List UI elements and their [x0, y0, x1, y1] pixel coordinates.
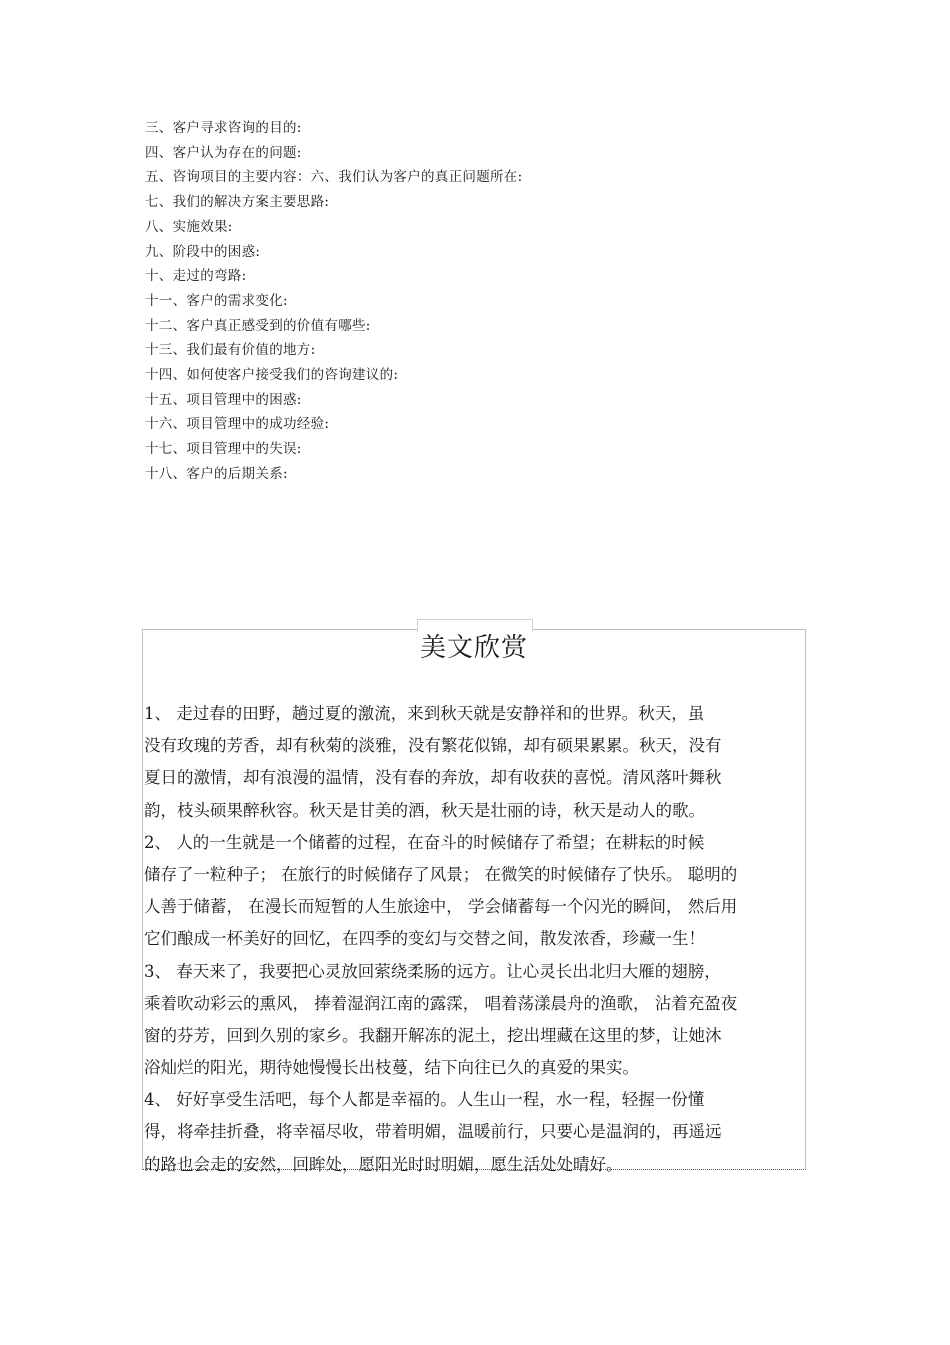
essay-line: 韵，枝头硕果醉秋容。秋天是甘美的酒，秋天是壮丽的诗，秋天是动人的歌。 [144, 800, 705, 820]
outline-item: 八、实施效果: [145, 218, 233, 235]
outline-item: 十五、项目管理中的困惑: [145, 391, 302, 408]
essay-line: 窗的芬芳，回到久别的家乡。我翻开解冻的泥土，挖出埋藏在这里的梦，让她沐 [144, 1025, 722, 1045]
essay-line: 人善于储蓄， 在漫长而短暂的人生旅途中， 学会储蓄每一个闪光的瞬间， 然后用 [144, 897, 738, 917]
essay-body [144, 698, 808, 1181]
outline-item: 五、咨询项目的主要内容：六、我们认为客户的真正问题所在: [145, 169, 523, 186]
essay-line: 1、 走过春的田野，趟过夏的激流，来到秋天就是安静祥和的世界。秋天，虽 [144, 704, 705, 723]
essay-line: 的路也会走的安然，回眸处，愿阳光时时明媚，愿生活处处晴好。 [144, 1154, 623, 1174]
outline-item: 十三、我们最有价值的地方: [145, 342, 316, 359]
essay-line: 没有玫瑰的芳香，却有秋菊的淡雅，没有繁花似锦，却有硕果累累。秋天，没有 [144, 736, 722, 756]
essay-line: 乘着吹动彩云的熏风， 捧着湿润江南的露霂， 唱着荡漾晨舟的渔歌， 沾着充盈夜 [144, 993, 738, 1013]
outline-item: 七、我们的解决方案主要思路: [145, 194, 330, 211]
essay-line: 得，将牵挂折叠，将幸福尽收，带着明媚，温暖前行，只要心是温润的，再遥远 [144, 1122, 722, 1142]
outline-item: 十一、客户的需求变化: [145, 292, 288, 309]
essay-line: 4、 好好享受生活吧，每个人都是幸福的。人生山一程，水一程，轻握一份懂 [144, 1090, 705, 1110]
outline-item: 十七、项目管理中的失误: [145, 441, 302, 458]
essay-line: 储存了一粒种子； 在旅行的时候储存了风景； 在微笑的时候储存了快乐。 聪明的 [144, 864, 738, 884]
essay-line: 浴灿烂的阳光，期待她慢慢长出枝蔓，结下向往已久的真爱的果实。 [144, 1058, 639, 1078]
consulting-outline-list [145, 116, 785, 487]
outline-item: 四、客户认为存在的问题: [145, 144, 302, 161]
outline-item: 三、客户寻求咨询的目的: [145, 120, 302, 136]
outline-item: 十六、项目管理中的成功经验: [145, 416, 330, 433]
essay-line: 3、 春天来了，我要把心灵放回萦绕柔肠的远方。让心灵长出北归大雁的翅膀， [144, 961, 721, 981]
outline-item: 十八、客户的后期关系: [145, 465, 288, 482]
outline-item: 九、阶段中的困惑: [145, 243, 261, 260]
outline-item: 十、走过的弯路: [145, 268, 247, 285]
essay-line: 2、 人的一生就是一个储蓄的过程，在奋斗的时候储存了希望；在耕耘的时候 [144, 832, 705, 852]
outline-item: 十四、如何使客户接受我们的咨询建议的: [145, 367, 399, 384]
outline-item: 十二、客户真正感受到的价值有哪些: [145, 317, 371, 334]
essay-line: 夏日的激情，却有浪漫的温情，没有春的奔放，却有收获的喜悦。清风落叶舞秋 [144, 768, 722, 788]
essay-title: 美文欣赏 [419, 633, 528, 663]
essay-line: 它们酿成一杯美好的回忆，在四季的变幻与交替之间，散发浓香，珍藏一生！ [144, 929, 705, 949]
